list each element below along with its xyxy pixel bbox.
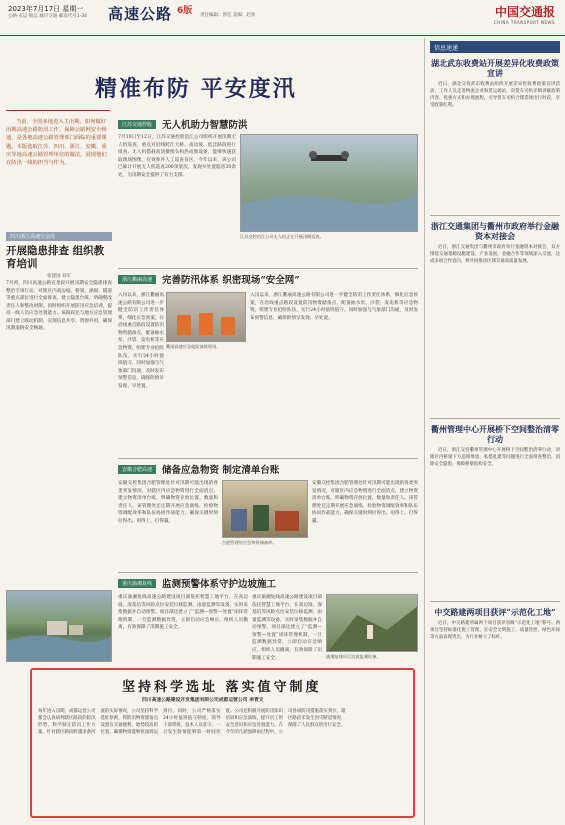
- highlight-body: 每年进入汛期，成都运营公司都会认真研判辖区路段的防汛形势，科学制定防汛工作方案。针对辖区路段跨越多条河流的实际情况，公司坚持科学选址原则，将防汛物资储备点设置在交通便利、地势较高的位置，确保物资能够快速调运到位。同时，公司严格落实24小时值班值守制度，领导干部带班，技术人员驻守，一旦发生险情能够第一时间处置。公司还积极开展防汛知识培训和应急演练，提升员工的安全意识和应急处置能力。在今年的几轮强降雨过程中，公司各项防汛措施落实到位，辖区路段未发生因灾断道情况，保障了人民群众的出行安全。: [38, 709, 346, 736]
- article-3-body-a: 安徽交控集团合肥管理处针对汛期可能出现的各类突发情况，对辖区内应急物资进行全面清点，建立物资清单台账，明确物资存放位置、数量和责任人。该管理处还定期开展应急演练，检验物资调配效率和队伍协同作战能力，确保关键时刻拉得出、用得上、打得赢。: [118, 481, 218, 524]
- article-2-body-b: 入汛以来，浙江衢丽高速公路有限公司进一步健全防汛工作责任体系，细化应急预案，在沿线重点路段设置防汛物资储备点，配备抽水泵、沙袋、发电机等应急物资，组建专业抢险队伍，实行24小时值班值守。同时加强与气象部门沟通，及时发布预警信息，确保险情早发现、早处置。: [250, 293, 418, 321]
- left-feature-head: [6, 232, 112, 279]
- sidebar-item-2-title: 浙江交通集团与衢州市政府举行金融资本对接会: [431, 221, 559, 241]
- article-3-title: 储备应急物资 制定清单台账: [162, 465, 280, 476]
- drone-photo: [240, 134, 418, 232]
- page-header: [0, 0, 565, 36]
- issue-meta: 公路·水运·航运 城市交通 邮发代号1-34: [8, 14, 87, 19]
- sidebar-item-4-body: 近日，中交路建所属两个项目获评省级“示范化工地”称号。两项目坚持标准化施工管理，在安全文明施工、质量管控、绿色环保等方面表现突出，为行业树立了标杆。: [430, 621, 560, 641]
- article-1-body: 7月10日至12日，江苏交通控股沿江公司组织开展汛期无人机巡查，重点对沿线跨江大桥、高边坡、低洼路段进行排查。无人机搭载高清摄像头和热成像设备，能够快速获取现场图像，有效弥补人工巡查盲区。今年以来，该公司已累计开展无人机巡查200余架次，发现并处置隐患30余处，为汛期安全提供了有力支撑。: [118, 135, 236, 178]
- sidebar-item-3-body: 近日，浙江交投衢州管理中心开展桥下空间整治清零行动，对辖区内桥梁下方违规堆放、私搭乱建等问题进行全面排查整治，消除安全隐患，保障桥梁结构安全。: [430, 448, 560, 468]
- river-photo: [6, 590, 112, 662]
- sidebar-item-1-title: 湖北武东收费站开展差异化收费政策宣讲: [431, 58, 559, 78]
- sidebar-rule-2: [430, 418, 560, 419]
- supplies-photo: [222, 480, 308, 538]
- sidebar-item-1-body: 近日，湖北交投武东收费站组织开展差异化收费政策宣讲活动，工作人员走进物流企业和货运场站，向货车司机详细讲解政策内容、优惠方式和办理流程，引导货车司机合理选择出行时段，享受政策红利。: [430, 82, 560, 109]
- article-3-tag: 安徽合肥高速: [118, 465, 156, 474]
- left-feature-body: 7月初，四川高速公路宣金段开展汛期安全隐患排查整治专项行动，对辖区内高边坡、桥梁、涵洞、隧道等重点部位进行全面排查，建立隐患台账，明确整改责任人和整改时限。同时组织开展防汛应急培训，提高一线人员应急处置能力。该路段还与地方应急管理部门建立联动机制，实现信息共享、资源共用，确保汛期道路安全畅通。: [6, 281, 112, 332]
- sidebar-item-2-body: 近日，浙江交通集团与衢州市政府举行金融资本对接会，双方围绕交通基础设施建设、产业发展、金融合作等领域深入交流，达成多项合作意向，将共同推动区域交通高质量发展。: [430, 245, 560, 265]
- sidebar-rule-1: [430, 215, 560, 216]
- article-2-tag: 浙江衢丽高速: [118, 275, 156, 284]
- sidebar-heading: 信息速递: [430, 41, 560, 53]
- sidebar-item-3-title: 衢州管理中心开展桥下空间整治清零行动: [431, 424, 559, 444]
- rule-3: [118, 458, 418, 459]
- sidebar: [424, 38, 565, 825]
- article-2-title: 完善防汛体系 织密现场“安全网”: [162, 275, 300, 286]
- photo-2-caption: 衢丽高速应急抢险演练现场。: [166, 344, 221, 349]
- article-4-body-a: 重庆渝湘复线高速公路建设项目部依托智慧工地平台，在高边坡、深基坑等风险点位安装位移监测、雨量监测等设备，实时采集数据并自动预警。项目部还建立了“监测—预警—处置”闭环管理机制，一旦监测数据异常，立即启动应急响应，组织人员撤离，有效保障了汛期施工安全。: [118, 595, 248, 631]
- highlight-article: [30, 668, 415, 818]
- photo-1-caption: 江苏交控沿江公司无人机正在开展汛期巡查。: [240, 234, 324, 239]
- sidebar-item-4-title: 中交路建两项目获评“示范化工地”: [434, 607, 556, 617]
- article-4-title: 监测预警体系守护边坡施工: [162, 579, 277, 590]
- photo-3-caption: 合肥管理处应急物资储备库。: [222, 540, 277, 545]
- slope-photo: [326, 594, 418, 652]
- supplies-photo-art: [223, 481, 308, 538]
- issue-date: 2023年7月17日 星期一: [8, 5, 84, 13]
- drone-photo-art: [241, 135, 418, 232]
- article-1-tag: 江苏交通控股: [118, 120, 156, 129]
- article-4-body-b: 重庆渝湘复线高速公路建设项目部依托智慧工地平台，在高边坡、深基坑等风险点位安装位移监测、雨量监测等设备，实时采集数据并自动预警。项目部还建立了“监测—预警—处置”闭环管理机制，一旦监测数据异常，立即启动应急响应，组织人员撤离，有效保障了汛期施工安全。: [252, 595, 322, 661]
- left-feature-byline: 张建国 刘军: [47, 274, 71, 280]
- page-number: 6版: [177, 6, 193, 16]
- newspaper-logo: 中国交通报: [494, 5, 555, 19]
- left-feature-title: 开展隐患排查 组织教育培训: [6, 245, 105, 271]
- slope-photo-art: [327, 595, 418, 652]
- article-2-body-a: 入汛以来，浙江衢丽高速公路有限公司进一步健全防汛工作责任体系，细化应急预案，在沿线重点路段设置防汛物资储备点，配备抽水泵、沙袋、发电机等应急物资，组建专业抢险队伍，实行24小时值班值守。同时加强与气象部门沟通，及时发布预警信息，确保险情早发现、早处置。: [118, 293, 164, 389]
- editor-credit: 责任编辑：郭宏 美编：赵欣: [200, 13, 256, 18]
- newspaper-logo-en: CHINA TRANSPORT NEWS: [493, 20, 555, 25]
- article-3-head: [118, 463, 279, 475]
- article-4-head: [118, 577, 276, 589]
- photo-4-caption: 渝湘复线项目边坡监测设备。: [326, 654, 381, 659]
- highlight-byline: 四川高速公路建设开发集团有限公司成都运营公司 李青文: [142, 697, 264, 703]
- drill-photo-art: [167, 293, 246, 342]
- banner-title: 精准布防 平安度汛: [95, 76, 297, 102]
- article-1-head: [118, 118, 248, 130]
- sidebar-rule-3: [430, 601, 560, 602]
- article-2-head: [118, 273, 300, 285]
- highlight-title: 坚持科学选址 落实值守制度: [122, 680, 322, 695]
- section-name: 高速公路: [108, 5, 173, 23]
- left-feature-bar: 四川浙江高速宣金段: [6, 232, 112, 241]
- lead-rule: [6, 110, 110, 111]
- article-4-tag: 重庆渝湘复线: [118, 579, 156, 588]
- article-3-body-b: 安徽交控集团合肥管理处针对汛期可能出现的各类突发情况，对辖区内应急物资进行全面清点，建立物资清单台账，明确物资存放位置、数量和责任人。该管理处还定期开展应急演练，检验物资调配效率和队伍协同作战能力，确保关键时刻拉得出、用得上、打得赢。: [312, 481, 418, 524]
- river-photo-art: [7, 591, 112, 662]
- lead-text: 当前，全国多地进入主汛期。如何做好汛期高速公路防汛工作，保障公路网安全畅通，是各地高速公路管理部门面临的重要课题。本版选取江苏、四川、浙江、安徽、重庆等地高速公路管理单位的做法，展现他们在防汛一线的担当与作为。: [6, 119, 107, 167]
- article-1-title: 无人机助力智慧防洪: [162, 120, 248, 131]
- drill-photo: [166, 292, 246, 342]
- rule-4: [118, 572, 418, 573]
- rule-2: [118, 268, 418, 269]
